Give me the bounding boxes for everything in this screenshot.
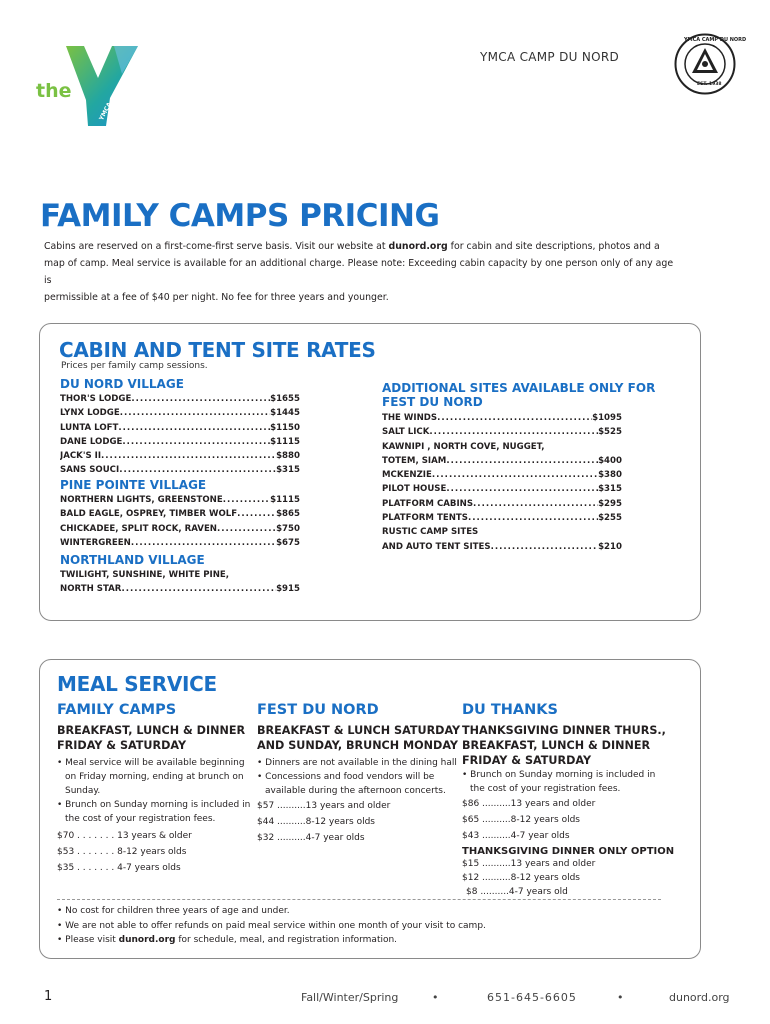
thanks-price-adult: $86 ..........13 years and older: [462, 799, 596, 809]
northland-village-heading: NORTHLAND VILLAGE: [60, 553, 205, 567]
thanks-price-child: $43 ..........4-7 year olds: [462, 831, 570, 841]
meal-service-title: MEAL SERVICE: [57, 672, 217, 696]
thanks-meal-line-1: THANKSGIVING DINNER THURS.,: [462, 724, 666, 737]
northland-rate-list: [60, 568, 300, 597]
fest-price-adult: $57 ..........13 years and older: [257, 801, 391, 811]
rate-row: CHICKADEE, SPLIT ROCK, RAVEN ..... $750: [60, 522, 300, 536]
pine-pointe-village-heading: PINE POINTE VILLAGE: [60, 478, 207, 492]
rate-row: MCKENZIE ..... $380: [382, 468, 622, 482]
footer-bullet: •: [432, 991, 439, 1004]
rate-row: AND AUTO TENT SITES ..... $210: [382, 540, 622, 554]
page-number: 1: [44, 989, 53, 1004]
meal-notes: [57, 904, 486, 948]
thanks-bullet-1-cont: the cost of your registration fees.: [470, 784, 621, 794]
rate-row: LYNX LODGE ..... $1445: [60, 406, 300, 420]
meal-divider: [57, 899, 661, 900]
rate-row: NORTH STAR ..... $915: [60, 582, 300, 596]
family-meal-times: BREAKFAST, LUNCH & DINNER: [57, 724, 246, 737]
fest-price-child: $32 ..........4-7 year olds: [257, 833, 365, 843]
fest-price-youth: $44 ..........8-12 years olds: [257, 817, 375, 827]
family-bullet-1: • Meal service will be available beginning: [57, 758, 245, 768]
family-camps-heading: FAMILY CAMPS: [57, 702, 177, 718]
du-thanks-heading: DU THANKS: [462, 702, 558, 718]
family-price-child: $35 . . . . . . . 4-7 years olds: [57, 863, 181, 873]
note-3: • Please visit dunord.org for schedule, meal, and registration information.: [57, 935, 398, 945]
pine-pointe-rate-list: [60, 493, 300, 550]
thanks-meal-line-2: BREAKFAST, LUNCH & DINNER: [462, 739, 651, 752]
thanks-bullet-1: • Brunch on Sunday morning is included in: [462, 770, 656, 780]
cabin-rates-note: Prices per family camp sessions.: [61, 361, 208, 371]
fest-meal-times: BREAKFAST & LUNCH SATURDAY: [257, 724, 461, 737]
cabin-rates-title: CABIN AND TENT SITE RATES: [59, 338, 376, 362]
fest-bullet-2-cont: available during the afternoon concerts.: [265, 786, 446, 796]
family-camps-column: [57, 702, 250, 876]
seal-year: EST. 1938: [697, 82, 722, 87]
dinner-price-youth: $12 ..........8-12 years olds: [462, 873, 580, 883]
fest-meal-days: AND SUNDAY, BRUNCH MONDAY: [257, 739, 459, 752]
rate-row: WINTERGREEN ..... $675: [60, 536, 300, 550]
header-camp-label: YMCA CAMP DU NORD: [480, 50, 620, 64]
family-bullet-2: • Brunch on Sunday morning is included in: [57, 800, 251, 810]
family-price-youth: $53 . . . . . . . 8-12 years olds: [57, 847, 187, 857]
dunord-link[interactable]: dunord.org: [118, 935, 176, 945]
additional-sites-list: [382, 411, 622, 554]
family-bullet-2-cont: the cost of your registration fees.: [65, 814, 216, 824]
rate-row: THOR'S LODGE ..... $1655: [60, 392, 300, 406]
northland-cabins-line: TWILIGHT, SUNSHINE, WHITE PINE,: [60, 570, 230, 580]
thanks-meal-line-3: FRIDAY & SATURDAY: [462, 754, 592, 767]
family-price-adult: $70 . . . . . . . 13 years & older: [57, 831, 192, 841]
family-bullet-1-cont: Sunday.: [65, 786, 101, 796]
rate-row: PLATFORM CABINS ..... $295: [382, 497, 622, 511]
logo-the-text: the: [36, 80, 72, 102]
fest-du-nord-heading: FEST DU NORD: [257, 702, 379, 718]
logo-ymca-text: YMCA: [98, 101, 114, 122]
footer-website-link[interactable]: dunord.org: [669, 991, 730, 1004]
rate-row: NORTHERN LIGHTS, GREENSTONE ..... $1115: [60, 493, 300, 507]
fest-du-nord-column: [257, 702, 460, 846]
fest-bullet-2: • Concessions and food vendors will be: [257, 772, 435, 782]
dinner-price-adult: $15 ..........13 years and older: [462, 859, 596, 869]
rate-row: THE WINDS ..... $1095: [382, 411, 622, 425]
dunord-link[interactable]: dunord.org: [388, 241, 448, 252]
rate-row: JACK'S II ..... $880: [60, 449, 300, 463]
note-1: • No cost for children three years of age and under.: [57, 906, 290, 916]
dinner-price-child: $8 ..........4-7 years old: [466, 887, 568, 897]
rate-row: LUNTA LOFT ..... $1150: [60, 421, 300, 435]
du-thanks-column: [462, 702, 674, 899]
footer-phone: 651-645-6605: [487, 991, 577, 1004]
site-line: KAWNIPI , NORTH COVE, NUGGET,: [382, 441, 545, 452]
du-nord-rate-list: [60, 392, 300, 478]
site-line: RUSTIC CAMP SITES: [382, 527, 479, 538]
seal-text: YMCA CAMP DU NORD: [684, 37, 747, 43]
du-nord-village-heading: DU NORD VILLAGE: [60, 377, 184, 391]
thanks-price-youth: $65 ..........8-12 years olds: [462, 815, 580, 825]
rate-row: PLATFORM TENTS ..... $255: [382, 511, 622, 525]
footer-bullet: •: [617, 991, 624, 1004]
thanksgiving-dinner-heading: THANKSGIVING DINNER ONLY OPTION: [462, 846, 675, 857]
family-bullet-1-cont: on Friday morning, ending at brunch on: [65, 772, 244, 782]
rate-row: BALD EAGLE, OSPREY, TIMBER WOLF ..... $865: [60, 507, 300, 521]
rate-row: DANE LODGE ..... $1115: [60, 435, 300, 449]
rate-row: PILOT HOUSE ..... $315: [382, 482, 622, 496]
additional-sites-heading: ADDITIONAL SITES AVAILABLE ONLY FOR FEST DU NORD: [382, 381, 656, 409]
fest-bullet-1: • Dinners are not available in the dining hall: [257, 758, 457, 768]
rate-row: TOTEM, SIAM ..... $400: [382, 454, 622, 468]
rate-row: SANS SOUCI ..... $315: [60, 463, 300, 477]
family-meal-days: FRIDAY & SATURDAY: [57, 739, 187, 752]
rate-row: SALT LICK ..... $525: [382, 425, 622, 439]
note-2: • We are not able to offer refunds on paid meal service within one month of your visit to camp.: [57, 920, 486, 931]
intro-paragraph: Cabins are reserved on a first-come-first serve basis. Visit our website at dunord.org for cabin and site descriptions, photos and a map of camp. Meal service is available for an additional charge. Please note: Exceeding cabin capacity by one person only of any age is permissible at a fee of $40 per night. No fee for three years and younger.: [44, 241, 674, 303]
footer-seasons: Fall/Winter/Spring: [301, 991, 399, 1004]
page-title: FAMILY CAMPS PRICING: [40, 198, 440, 234]
